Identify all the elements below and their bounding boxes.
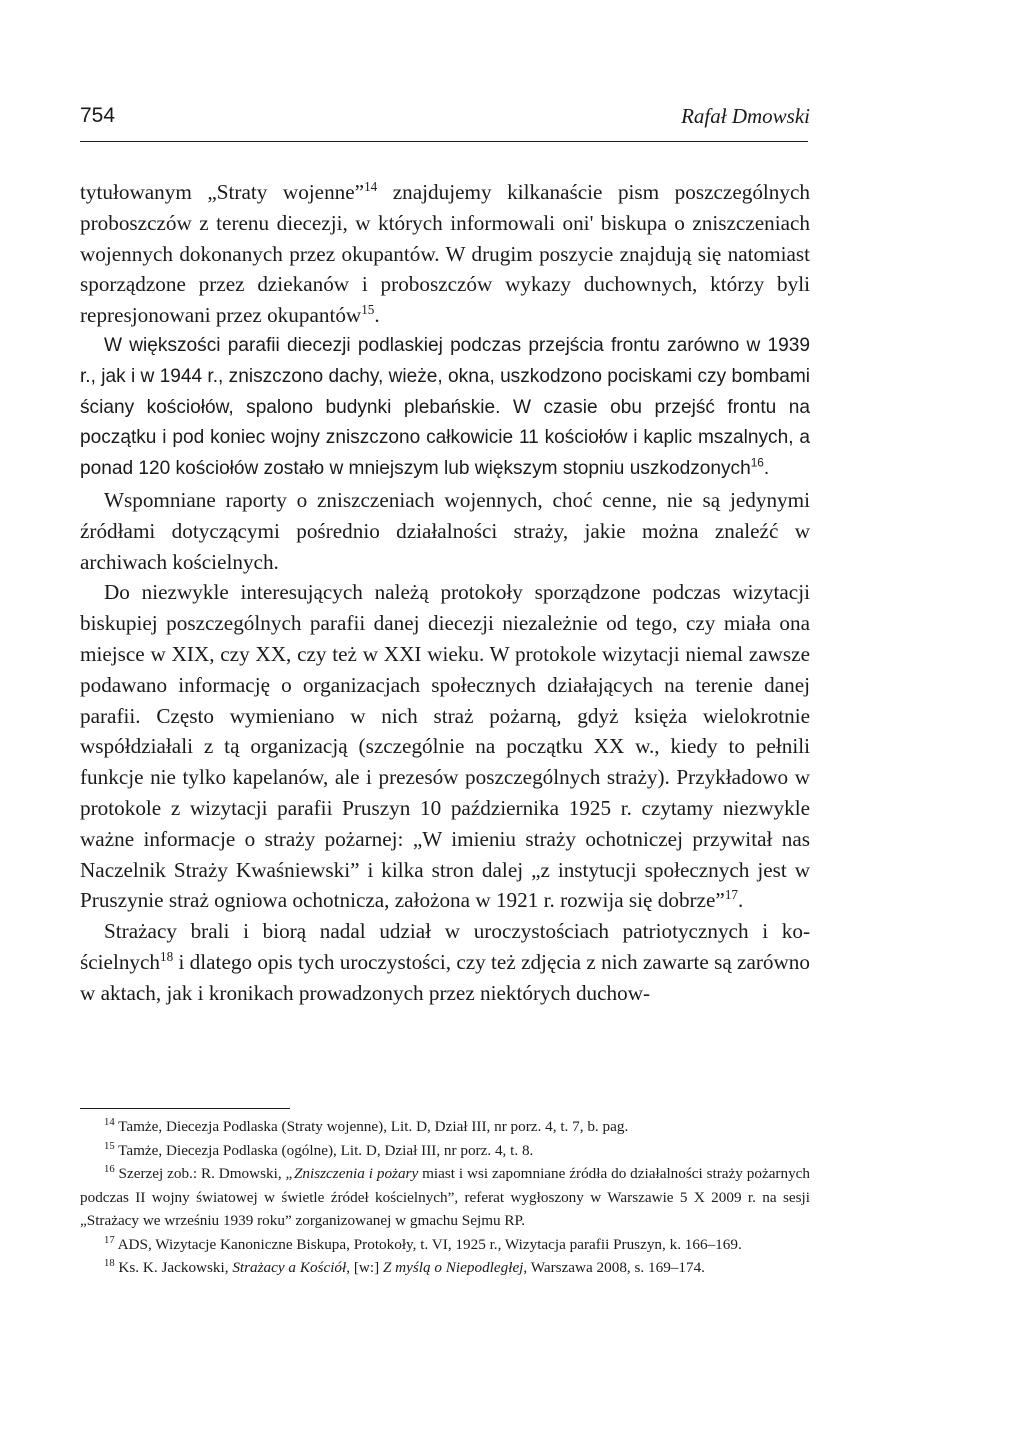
text-run: Ks. K. Jackowski,: [118, 1259, 233, 1276]
page-number: 754: [80, 104, 116, 127]
header-rule: [80, 141, 808, 142]
italic-title: Z myślą o Niepodległej: [382, 1259, 524, 1276]
page-header: [80, 104, 810, 134]
paragraph: [80, 177, 810, 331]
text-run: Szerzej zob.: R. Dmowski,: [118, 1165, 286, 1182]
text-run: Strażacy brali i biorą nadal udział w uroczystościach patriotycznych i kościelnych: [80, 919, 810, 974]
footnote-reference: 18: [160, 948, 174, 964]
footnote-number: 18: [104, 1257, 115, 1269]
text-run: znajdujemy kilkanaście pism poszczególnych proboszczów z terenu diecezji, w których informowali oni' biskupa o zniszczeniach wojennych dokonanych przez okupantów. W drugim poszycie znajdują się natomiast sporządzone przez dziekanów i proboszczów wykazy duchownych, którzy byli represjonowani przez okupantów: [80, 180, 810, 328]
text-run: Tamże, Diecezja Podlaska (Straty wojenne), Lit. D, Dział III, nr porz. 4, t. 7, b. pag.: [118, 1118, 629, 1135]
text-run: .: [737, 888, 744, 913]
italic-title: „Zniszczenia i pożary: [285, 1165, 419, 1182]
paragraph: [80, 916, 810, 1008]
text-run: Do niezwykle interesujących należą protokoły sporządzone podczas wizytacji biskupiej poszczególnych parafii danej diecezji niezależnie od tego, czy miała ona miejsce w XIX, czy XX, czy też w XXI wieku. W protokole wizytacji niemal zawsze podawano informację o organizacjach społecznych działających na terenie danej parafii. Często wymieniano w nich straż pożarną, gdyż księża wielokrotnie współdziałali z tą organizacją (szczególnie na początku XX w., kiedy to pełnili funkcje nie tylko kapelanów, ale i prezesów poszczególnych straży). Przykładowo w protokole z wizytacji parafii Pruszyn 10 października 1925 r. czytamy niezwykle ważne informacje o straży pożarnej: „W imieniu straży ochotniczej przywitał nas Naczelnik Straży Kwaśniewski” i kilka stron dalej „z instytucji społecznych jest w Pruszynie straż ogniowa ochotnicza, założona w 1921 r. rozwija się dobrze”: [80, 580, 810, 913]
italic-title: Strażacy a Kościół: [232, 1259, 347, 1276]
footnote-reference: 17: [724, 887, 738, 903]
text-run: , Warszawa 2008, s. 169–174.: [523, 1259, 705, 1276]
text-run: tytułowanym „Straty wojenne”: [80, 180, 365, 204]
text-run: ADS, Wizytacje Kanoniczne Biskupa, Protokoły, t. VI, 1925 r., Wizytacja parafii Pruszyn, k. 166–169.: [117, 1235, 742, 1253]
footnote: [80, 1162, 810, 1233]
running-head-author: Rafał Dmowski: [681, 104, 810, 128]
text-run: .: [374, 303, 380, 328]
main-text: [80, 177, 810, 1009]
footnote-reference: 14: [364, 178, 378, 194]
footnote-number: 17: [104, 1234, 115, 1246]
footnote-separator: [80, 1108, 290, 1109]
text-run: i dlatego opis tych uroczystości, czy też zdjęcia z nich zawarte są zarówno w aktach, jak i kronikach prowadzonych przez niektórych duchow-: [80, 949, 810, 1005]
footnote: [80, 1256, 810, 1280]
footnote-reference: 15: [361, 302, 375, 318]
footnote-reference: 16: [750, 455, 764, 470]
footnote: [80, 1139, 810, 1163]
paragraph: [80, 577, 810, 916]
text-run: W większości parafii diecezji podlaskiej podczas przejścia frontu zarówno w 1939 r., jak i w 1944 r., zniszczono dachy, wieże, okna, uszkodzono pociskami czy bombami ściany kościołów, spalono budynki plebańskie. W czasie obu przejść frontu na początku i pod koniec wojny zniszczono całkowicie 11 kościołów i kaplic mszalnych, a ponad 120 kościołów zostało w mniejszym lub większym stopniu uszkodzonych: [80, 334, 810, 480]
footnote-number: 14: [104, 1116, 115, 1128]
footnote-number: 16: [104, 1163, 115, 1175]
text-run: Wspomniane raporty o zniszczeniach wojennych, choć cenne, nie są jedynymi źródłami dotyczącymi pośrednio działalności straży, jakie można znaleźć w archiwach kościelnych.: [80, 487, 810, 574]
text-run: Tamże, Diecezja Podlaska (ogólne), Lit. D, Dział III, nr porz. 4, t. 8.: [118, 1141, 534, 1159]
paragraph: [80, 485, 810, 577]
footnote-number: 15: [104, 1140, 115, 1152]
footnote: [80, 1115, 810, 1139]
footnote: [80, 1233, 810, 1257]
footnotes: [80, 1115, 810, 1280]
text-run: , [w:]: [346, 1259, 383, 1276]
text-run: miast i wsi zapomniane źródła do działalności straży pożarnych podczas II wojny światowej w świetle źródeł kościelnych”, referat wygłoszony w Warszawie 5 X 2009 r. na sesji „Strażacy we wrześniu 1939 roku” zorganizowanej w gmachu Sejmu RP.: [80, 1165, 811, 1229]
paragraph: [80, 331, 810, 485]
text-run: .: [763, 458, 770, 480]
